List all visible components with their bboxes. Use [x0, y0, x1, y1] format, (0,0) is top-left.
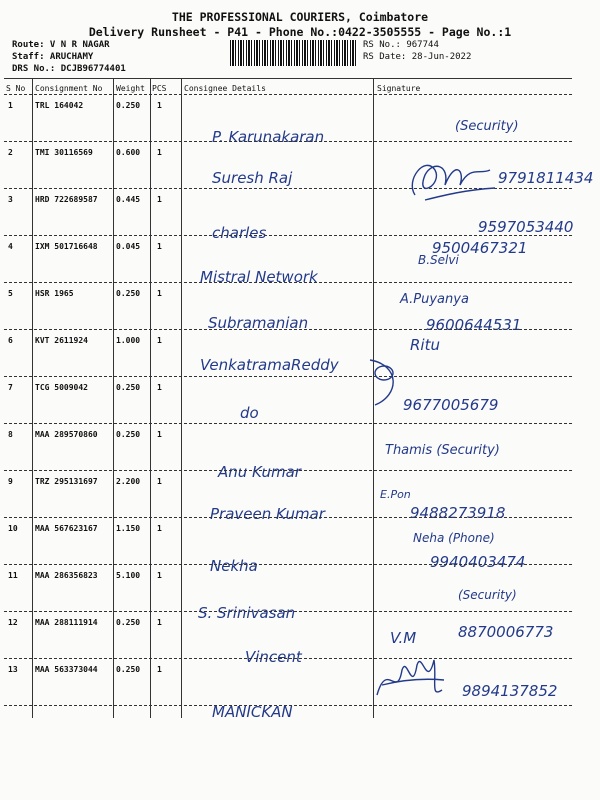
row-phone-number: 9677005679	[403, 396, 499, 414]
col-header-weight: Weight	[116, 84, 145, 93]
row-divider	[4, 611, 572, 612]
row-consignment-no: HSR 1965	[35, 289, 74, 298]
row-weight: 0.250	[116, 383, 141, 392]
route-label: Route: V N R NAGAR	[12, 40, 110, 50]
row-phone-number: 9791811434	[498, 169, 594, 187]
row-consignment-no: MAA 286356823	[35, 571, 98, 580]
row-phone-number: 9597053440	[478, 218, 574, 236]
row-consignee-name: S. Srinivasan	[198, 604, 296, 622]
row-divider	[4, 517, 572, 518]
row-sno: 4	[8, 242, 13, 251]
col-rule-2	[113, 78, 114, 718]
row-consignment-no: KVT 2611924	[35, 336, 88, 345]
row-divider	[4, 141, 572, 142]
row-signature-text: V.M	[390, 629, 417, 647]
row-consignee-name: Suresh Raj	[212, 169, 293, 187]
row-signature-text: Thamis (Security)	[385, 443, 500, 458]
signature-scribble-13	[372, 650, 447, 710]
row-consignee-name: Anu Kumar	[218, 463, 301, 481]
row-weight: 0.045	[116, 242, 141, 251]
row-pcs: 1	[157, 665, 162, 674]
row-divider	[4, 564, 572, 565]
row-consignee-name: charles	[212, 224, 267, 242]
row-consignment-no: MAA 289570860	[35, 430, 98, 439]
row-weight: 0.250	[116, 618, 141, 627]
row-sno: 9	[8, 477, 13, 486]
row-signature-text: Ritu	[410, 336, 440, 354]
row-consignment-no: MAA 567623167	[35, 524, 98, 533]
company-title: THE PROFESSIONAL COURIERS, Coimbatore	[171, 10, 429, 24]
row-weight: 1.150	[116, 524, 141, 533]
row-pcs: 1	[157, 524, 162, 533]
row-consignment-no: MAA 288111914	[35, 618, 98, 627]
col-header-consignee: Consignee Details	[184, 84, 266, 93]
row-phone-number: 9488273918	[410, 504, 506, 522]
row-divider	[4, 329, 572, 330]
header-top-rule	[4, 78, 572, 79]
signature-scribble-6	[360, 355, 420, 415]
row-weight: 0.445	[116, 195, 141, 204]
rs-number: RS No.: 967744	[363, 40, 439, 50]
rs-date: RS Date: 28-Jun-2022	[363, 52, 472, 62]
row-sno: 3	[8, 195, 13, 204]
row-signature-text: Neha (Phone)	[413, 531, 495, 545]
row-consignee-name: VenkatramaReddy	[200, 356, 339, 374]
staff-label: Staff: ARUCHAMY	[12, 52, 94, 62]
row-phone-number: 9500467321	[432, 239, 528, 257]
col-rule-1	[32, 78, 33, 718]
row-sno: 6	[8, 336, 13, 345]
row-pcs: 1	[157, 477, 162, 486]
row-pcs: 1	[157, 289, 162, 298]
row-pcs: 1	[157, 101, 162, 110]
row-weight: 5.100	[116, 571, 141, 580]
row-weight: 2.200	[116, 477, 141, 486]
row-consignment-no: TMI 30116569	[35, 148, 93, 157]
row-pcs: 1	[157, 148, 162, 157]
row-consignee-name: do	[240, 404, 259, 422]
signature-scribble-2	[395, 150, 505, 210]
row-sno: 13	[8, 665, 18, 674]
col-header-pcs: PCS	[152, 84, 167, 93]
col-header-sno: S No	[6, 84, 26, 93]
row-signature-text: (Security)	[455, 119, 519, 134]
row-divider	[4, 282, 572, 283]
row-signature-text: E.Pon	[380, 488, 411, 501]
row-consignee-name: Nekha	[210, 557, 258, 575]
row-pcs: 1	[157, 383, 162, 392]
row-phone-number: 9600644531	[426, 316, 522, 334]
row-sno: 2	[8, 148, 13, 157]
drs-number: DRS No.: DCJB96774401	[12, 64, 126, 74]
row-consignment-no: HRD 722689587	[35, 195, 98, 204]
row-sno: 12	[8, 618, 18, 627]
row-divider	[4, 705, 572, 706]
row-signature-text: A.Puyanya	[400, 292, 469, 307]
row-consignment-no: TCG 5009042	[35, 383, 88, 392]
row-consignee-name: MANICKAN	[212, 703, 293, 721]
row-divider	[4, 376, 572, 377]
row-phone-number: 9894137852	[462, 682, 558, 700]
row-weight: 0.250	[116, 665, 141, 674]
row-consignment-no: TRZ 295131697	[35, 477, 98, 486]
row-consignee-name: Vincent	[245, 648, 302, 666]
row-sno: 5	[8, 289, 13, 298]
row-weight: 0.250	[116, 101, 141, 110]
row-pcs: 1	[157, 336, 162, 345]
row-divider	[4, 658, 572, 659]
row-weight: 0.250	[116, 289, 141, 298]
row-phone-number: 9940403474	[430, 553, 526, 571]
row-consignment-no: IXM 501716648	[35, 242, 98, 251]
row-signature-text: (Security)	[458, 588, 517, 602]
row-signature-text: B.Selvi	[418, 253, 459, 267]
header-bottom-rule	[4, 94, 572, 95]
row-pcs: 1	[157, 430, 162, 439]
row-weight: 1.000	[116, 336, 141, 345]
row-sno: 8	[8, 430, 13, 439]
row-phone-number: 8870006773	[458, 623, 554, 641]
col-rule-4	[181, 78, 182, 718]
row-weight: 0.600	[116, 148, 141, 157]
row-consignee-name: Subramanian	[208, 314, 309, 332]
runsheet-subtitle: Delivery Runsheet - P41 - Phone No.:0422-3505555 - Page No.:1	[88, 25, 512, 39]
col-header-signature: Signature	[377, 84, 421, 93]
row-sno: 10	[8, 524, 18, 533]
row-pcs: 1	[157, 242, 162, 251]
row-sno: 1	[8, 101, 13, 110]
row-consignee-name: P. Karunakaran	[212, 128, 325, 146]
row-pcs: 1	[157, 195, 162, 204]
row-consignment-no: MAA 563373044	[35, 665, 98, 674]
row-sno: 11	[8, 571, 18, 580]
row-consignee-name: Praveen Kumar	[210, 505, 325, 523]
row-sno: 7	[8, 383, 13, 392]
row-consignment-no: TRL 164042	[35, 101, 84, 110]
row-divider	[4, 235, 572, 236]
row-divider	[4, 470, 572, 471]
col-rule-3	[150, 78, 151, 718]
barcode	[230, 40, 358, 66]
row-divider	[4, 423, 572, 424]
row-pcs: 1	[157, 618, 162, 627]
row-pcs: 1	[157, 571, 162, 580]
row-consignee-name: Mistral Network	[200, 268, 318, 286]
col-header-consignment: Consignment No	[35, 84, 103, 93]
row-weight: 0.250	[116, 430, 141, 439]
